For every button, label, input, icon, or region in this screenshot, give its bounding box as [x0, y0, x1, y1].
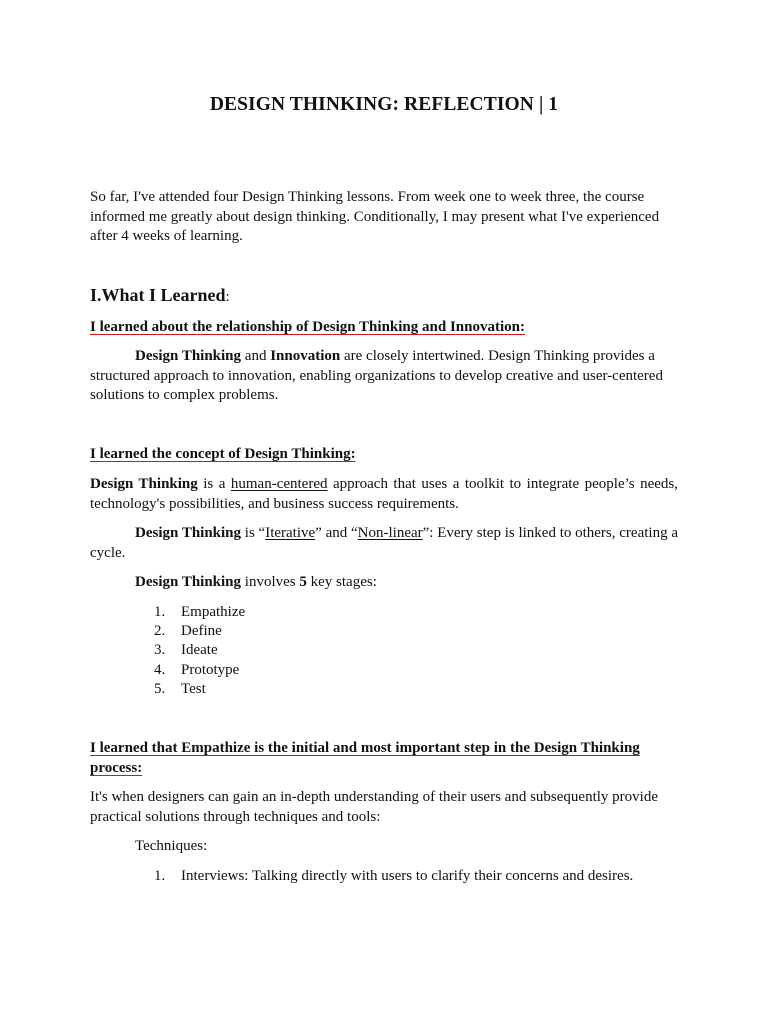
list-number: 1.: [154, 868, 166, 884]
paragraph-iterative: [90, 524, 678, 563]
section-heading-what-i-learned: [90, 285, 230, 306]
intro-paragraph: So far, I've attended four Design Thinking lessons. From week one to week three, the course informed me greatly about design thinking. Conditionally, I may present what I've experienced after 4 weeks of learning.: [90, 189, 660, 244]
subheading-text: I learned that Empathize is the initial and most important step in the Design Thinking process:: [90, 740, 640, 776]
list-item: [154, 622, 245, 641]
list-item: [154, 641, 245, 660]
text-fragment: and: [241, 348, 271, 364]
stage-count: 5: [299, 574, 307, 590]
techniques-label: Techniques:: [135, 838, 208, 854]
stage-label: Prototype: [181, 661, 240, 678]
stage-label: Test: [181, 680, 206, 697]
text-fragment: are closely intertwined. Design Thinking provides a structured approach to innovation, enabling organizations to develop creative and user-centered solutions to complex problems.: [90, 348, 663, 403]
list-number: 1.: [154, 604, 166, 620]
list-item: [154, 603, 245, 622]
text-fragment: is a: [197, 476, 231, 492]
stage-label: Ideate: [181, 642, 218, 659]
list-number: 5.: [154, 680, 166, 697]
technique-label: Interviews: Talking directly with users to clarify their concerns and desires.: [181, 868, 634, 884]
text-fragment: ” and “: [315, 525, 358, 541]
subheading-relationship: [90, 318, 678, 338]
section-heading-colon: :: [225, 289, 230, 305]
term-innovation: Innovation: [270, 348, 341, 364]
page-title: DESIGN THINKING: REFLECTION | 1: [209, 94, 559, 115]
list-item: [154, 680, 245, 699]
term-iterative: Iterative: [265, 525, 316, 541]
subheading-text: I learned about the relationship of Design Thinking and Innovation:: [90, 319, 525, 335]
list-number: 3.: [154, 642, 166, 659]
text-fragment: is “: [241, 525, 266, 541]
subheading-concept: [90, 445, 678, 465]
list-item: [154, 661, 245, 680]
text-fragment: involves: [241, 574, 300, 590]
section-heading-text: I.What I Learned: [90, 285, 226, 305]
term-non-linear: Non-linear: [357, 525, 423, 541]
paragraph-relationship: [90, 347, 678, 406]
techniques-list: [154, 867, 633, 886]
paragraph-empathize: It's when designers can gain an in-depth understanding of their users and subsequently provide practical solutions through techniques and tools:: [90, 789, 658, 825]
text-fragment: approach that uses a toolkit to integrate people’s needs, technology's possibilities, and business success requirements.: [90, 476, 678, 512]
list-item: [154, 867, 633, 886]
term-design-thinking: Design Thinking: [135, 525, 242, 541]
stage-label: Define: [181, 623, 222, 640]
stages-list: [154, 603, 245, 699]
stage-label: Empathize: [181, 604, 246, 620]
subheading-text: I learned the concept of Design Thinking:: [90, 446, 356, 462]
term-design-thinking: Design Thinking: [135, 574, 242, 590]
text-fragment: ”: Every step is linked to others, creating a cycle.: [90, 525, 678, 561]
paragraph-human-centered: [90, 475, 678, 514]
list-number: 2.: [154, 623, 166, 640]
list-number: 4.: [154, 661, 166, 678]
term-human-centered: human-centered: [230, 476, 328, 492]
paragraph-stages-intro: [90, 573, 678, 593]
term-design-thinking: Design Thinking: [90, 476, 198, 492]
text-fragment: key stages:: [306, 574, 377, 590]
subheading-empathize: [90, 738, 678, 778]
term-design-thinking: Design Thinking: [135, 348, 242, 364]
